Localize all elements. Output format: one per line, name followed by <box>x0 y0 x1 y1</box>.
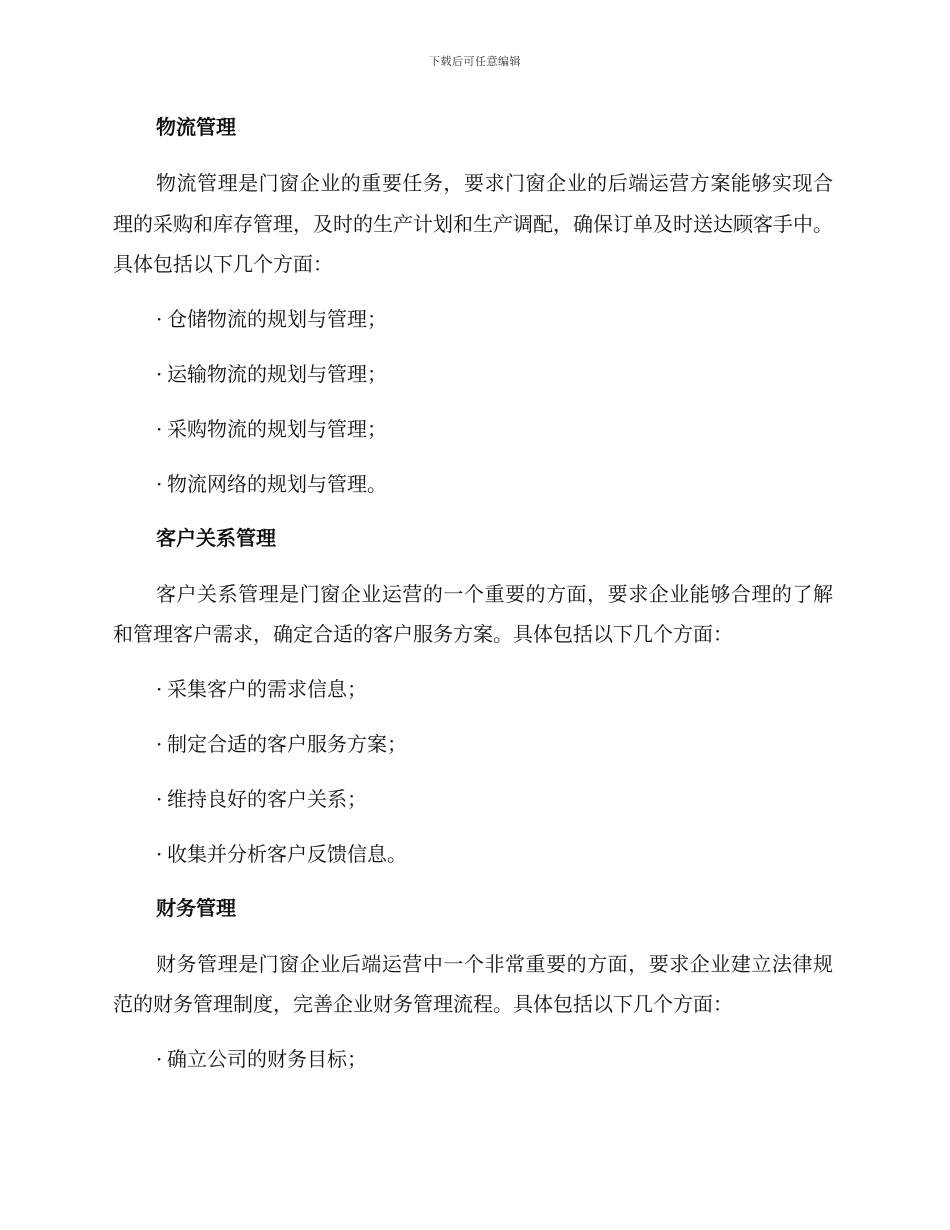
section-heading: 客户关系管理 <box>156 525 276 550</box>
list-item <box>113 299 833 340</box>
bullet-glyph: · <box>156 841 163 866</box>
bullet-glyph: · <box>156 731 163 756</box>
bullet-glyph: · <box>156 1046 163 1071</box>
list-item-text: 采购物流的规划与管理； <box>167 416 387 441</box>
list-item <box>113 724 833 765</box>
list-item <box>113 354 833 395</box>
header-note: 下载后可任意编辑 <box>429 55 521 68</box>
list-item-text: 制定合适的客户服务方案； <box>167 731 407 756</box>
bullet-glyph: · <box>156 676 163 701</box>
section-customer-relations <box>113 519 833 875</box>
list-item-text: 物流网络的规划与管理。 <box>167 471 387 496</box>
bullet-list <box>113 299 833 505</box>
section-paragraph: 物流管理是门窗企业的重要任务，要求门窗企业的后端运营方案能够实现合理的采购和库存管理，及时的生产计划和生产调配，确保订单及时送达顾客手中。具体包括以下几个方面： <box>113 171 833 276</box>
section-heading: 财务管理 <box>156 895 236 920</box>
bullet-list <box>113 1039 833 1080</box>
list-item-text: 运输物流的规划与管理； <box>167 361 387 386</box>
document-body <box>113 108 833 1080</box>
section-paragraph: 客户关系管理是门窗企业运营的一个重要的方面，要求企业能够合理的了解和管理客户需求，确定合适的客户服务方案。具体包括以下几个方面： <box>113 581 833 646</box>
bullet-glyph: · <box>156 471 163 496</box>
section-finance <box>113 889 833 1080</box>
list-item <box>113 669 833 710</box>
list-item <box>113 779 833 820</box>
section-heading: 物流管理 <box>156 115 236 139</box>
list-item-text: 收集并分析客户反馈信息。 <box>167 841 407 866</box>
bullet-glyph: · <box>156 306 163 331</box>
bullet-list <box>113 669 833 875</box>
list-item <box>113 409 833 450</box>
list-item <box>113 464 833 505</box>
section-logistics <box>113 108 833 505</box>
list-item-text: 仓储物流的规划与管理； <box>167 306 387 331</box>
section-paragraph: 财务管理是门窗企业后端运营中一个非常重要的方面，要求企业建立法律规范的财务管理制度，完善企业财务管理流程。具体包括以下几个方面： <box>113 951 833 1016</box>
bullet-glyph: · <box>156 786 163 811</box>
bullet-glyph: · <box>156 361 163 386</box>
list-item <box>113 834 833 875</box>
list-item <box>113 1039 833 1080</box>
list-item-text: 确立公司的财务目标； <box>167 1046 367 1071</box>
list-item-text: 维持良好的客户关系； <box>167 786 367 811</box>
list-item-text: 采集客户的需求信息； <box>167 676 367 701</box>
bullet-glyph: · <box>156 416 163 441</box>
